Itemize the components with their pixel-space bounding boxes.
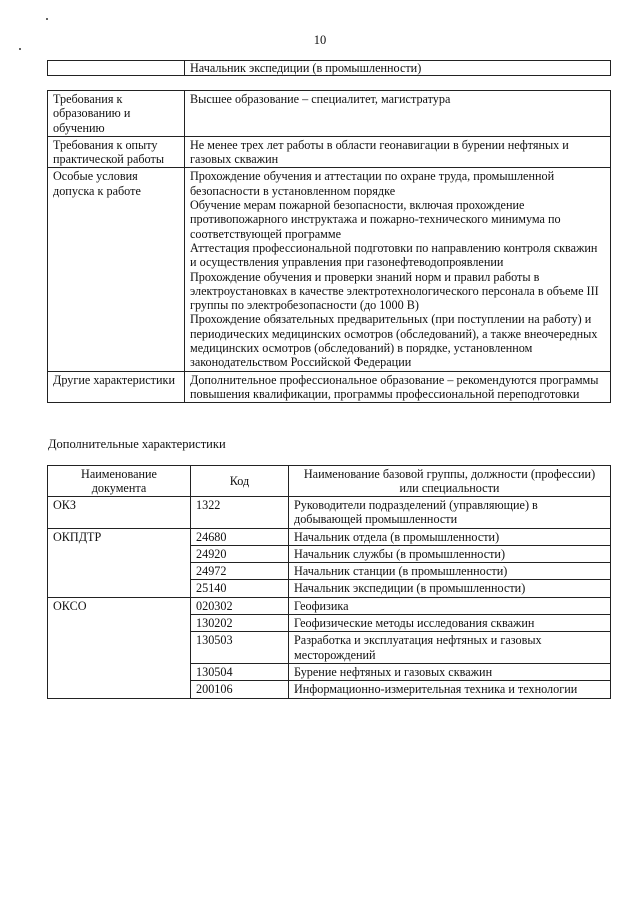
requirement-line: Прохождение обучения и проверки знаний норм и правил работы в электроустановках в качестве электротехнологического персонала в объеме III группы по электробезопасности (до 1000 В) [190,269,599,313]
code-cell: 130202 [191,615,289,632]
code-cell: 24972 [191,563,289,580]
code-cell: 130503 [191,632,289,664]
code-cell: 130504 [191,663,289,680]
job-title-cell: Начальник экспедиции (в промышленности) [185,61,611,76]
header-base-group-name: Наименование базовой группы, должности (профессии) или специальности [289,466,611,497]
requirements-table [47,90,611,403]
requirement-line: Прохождение обучения и аттестации по охране труда, промышленной безопасности в установленном порядке [190,169,555,198]
job-title-empty-cell [48,61,185,76]
scan-speck [46,18,48,20]
requirement-label: Требования к образованию и обучению [48,91,185,137]
requirement-line: Высшее образование – специалитет, магистратура [190,92,451,106]
base-group-name-cell: Геофизика [289,597,611,614]
base-group-name-cell: Разработка и эксплуатация нефтяных и газовых месторождений [289,632,611,664]
base-group-name-cell: Начальник службы (в промышленности) [289,545,611,562]
additional-characteristics-table [47,465,611,699]
code-cell: 200106 [191,681,289,698]
header-code: Код [191,466,289,497]
code-cell: 1322 [191,497,289,529]
document-name-cell: ОКСО [48,597,191,698]
requirement-row [48,91,611,137]
requirement-line: Дополнительное профессиональное образование – рекомендуются программы повышения квалификации, программы профессиональной переподготовки [190,372,599,401]
page-number: 10 [313,33,327,47]
requirement-label: Особые условия допуска к работе [48,168,185,371]
section-heading: Дополнительные характеристики [48,437,226,451]
requirement-label: Другие характеристики [48,371,185,403]
table-row [48,497,611,529]
requirement-value [185,136,611,168]
document-name-cell: ОКЗ [48,497,191,529]
requirement-row [48,371,611,403]
base-group-name-cell: Начальник отдела (в промышленности) [289,528,611,545]
requirement-line: Обучение мерам пожарной безопасности, включая прохождение противопожарного инструктажа и пожарно-технического минимума по соответствующей программе [190,198,561,241]
requirement-value [185,168,611,371]
document-name-cell: ОКПДТР [48,528,191,597]
requirement-line: Не менее трех лет работы в области геонавигации в бурении нефтяных и газовых скважин [190,137,569,167]
base-group-name-cell: Руководители подразделений (управляющие) в добывающей промышленности [289,497,611,529]
requirement-value [185,371,611,403]
job-title-table [47,60,611,76]
header-document-name: Наименование документа [48,466,191,497]
table-row [48,597,611,614]
requirement-line: Аттестация профессиональной подготовки по направлению контроля скважин и осуществления управления при газонефтеводопроявлении [190,240,598,270]
requirement-row [48,168,611,371]
requirement-row [48,136,611,168]
code-cell: 24920 [191,545,289,562]
requirement-line: Прохождение обязательных предварительных (при поступлении на работу) и периодических медицинских осмотров (обследований), а также внеочередных медицинских осмотров (обследований) в порядке, установленном законодательством Российской Федерации [190,312,598,370]
base-group-name-cell: Геофизические методы исследования скважин [289,615,611,632]
base-group-name-cell: Бурение нефтяных и газовых скважин [289,663,611,680]
base-group-name-cell: Информационно-измерительная техника и технологии [289,681,611,698]
code-cell: 24680 [191,528,289,545]
base-group-name-cell: Начальник станции (в промышленности) [289,563,611,580]
code-cell: 25140 [191,580,289,597]
code-cell: 020302 [191,597,289,614]
table-row [48,528,611,545]
requirement-label: Требования к опыту практической работы [48,136,185,168]
base-group-name-cell: Начальник экспедиции (в промышленности) [289,580,611,597]
requirement-value [185,91,611,137]
scan-speck [19,48,21,50]
